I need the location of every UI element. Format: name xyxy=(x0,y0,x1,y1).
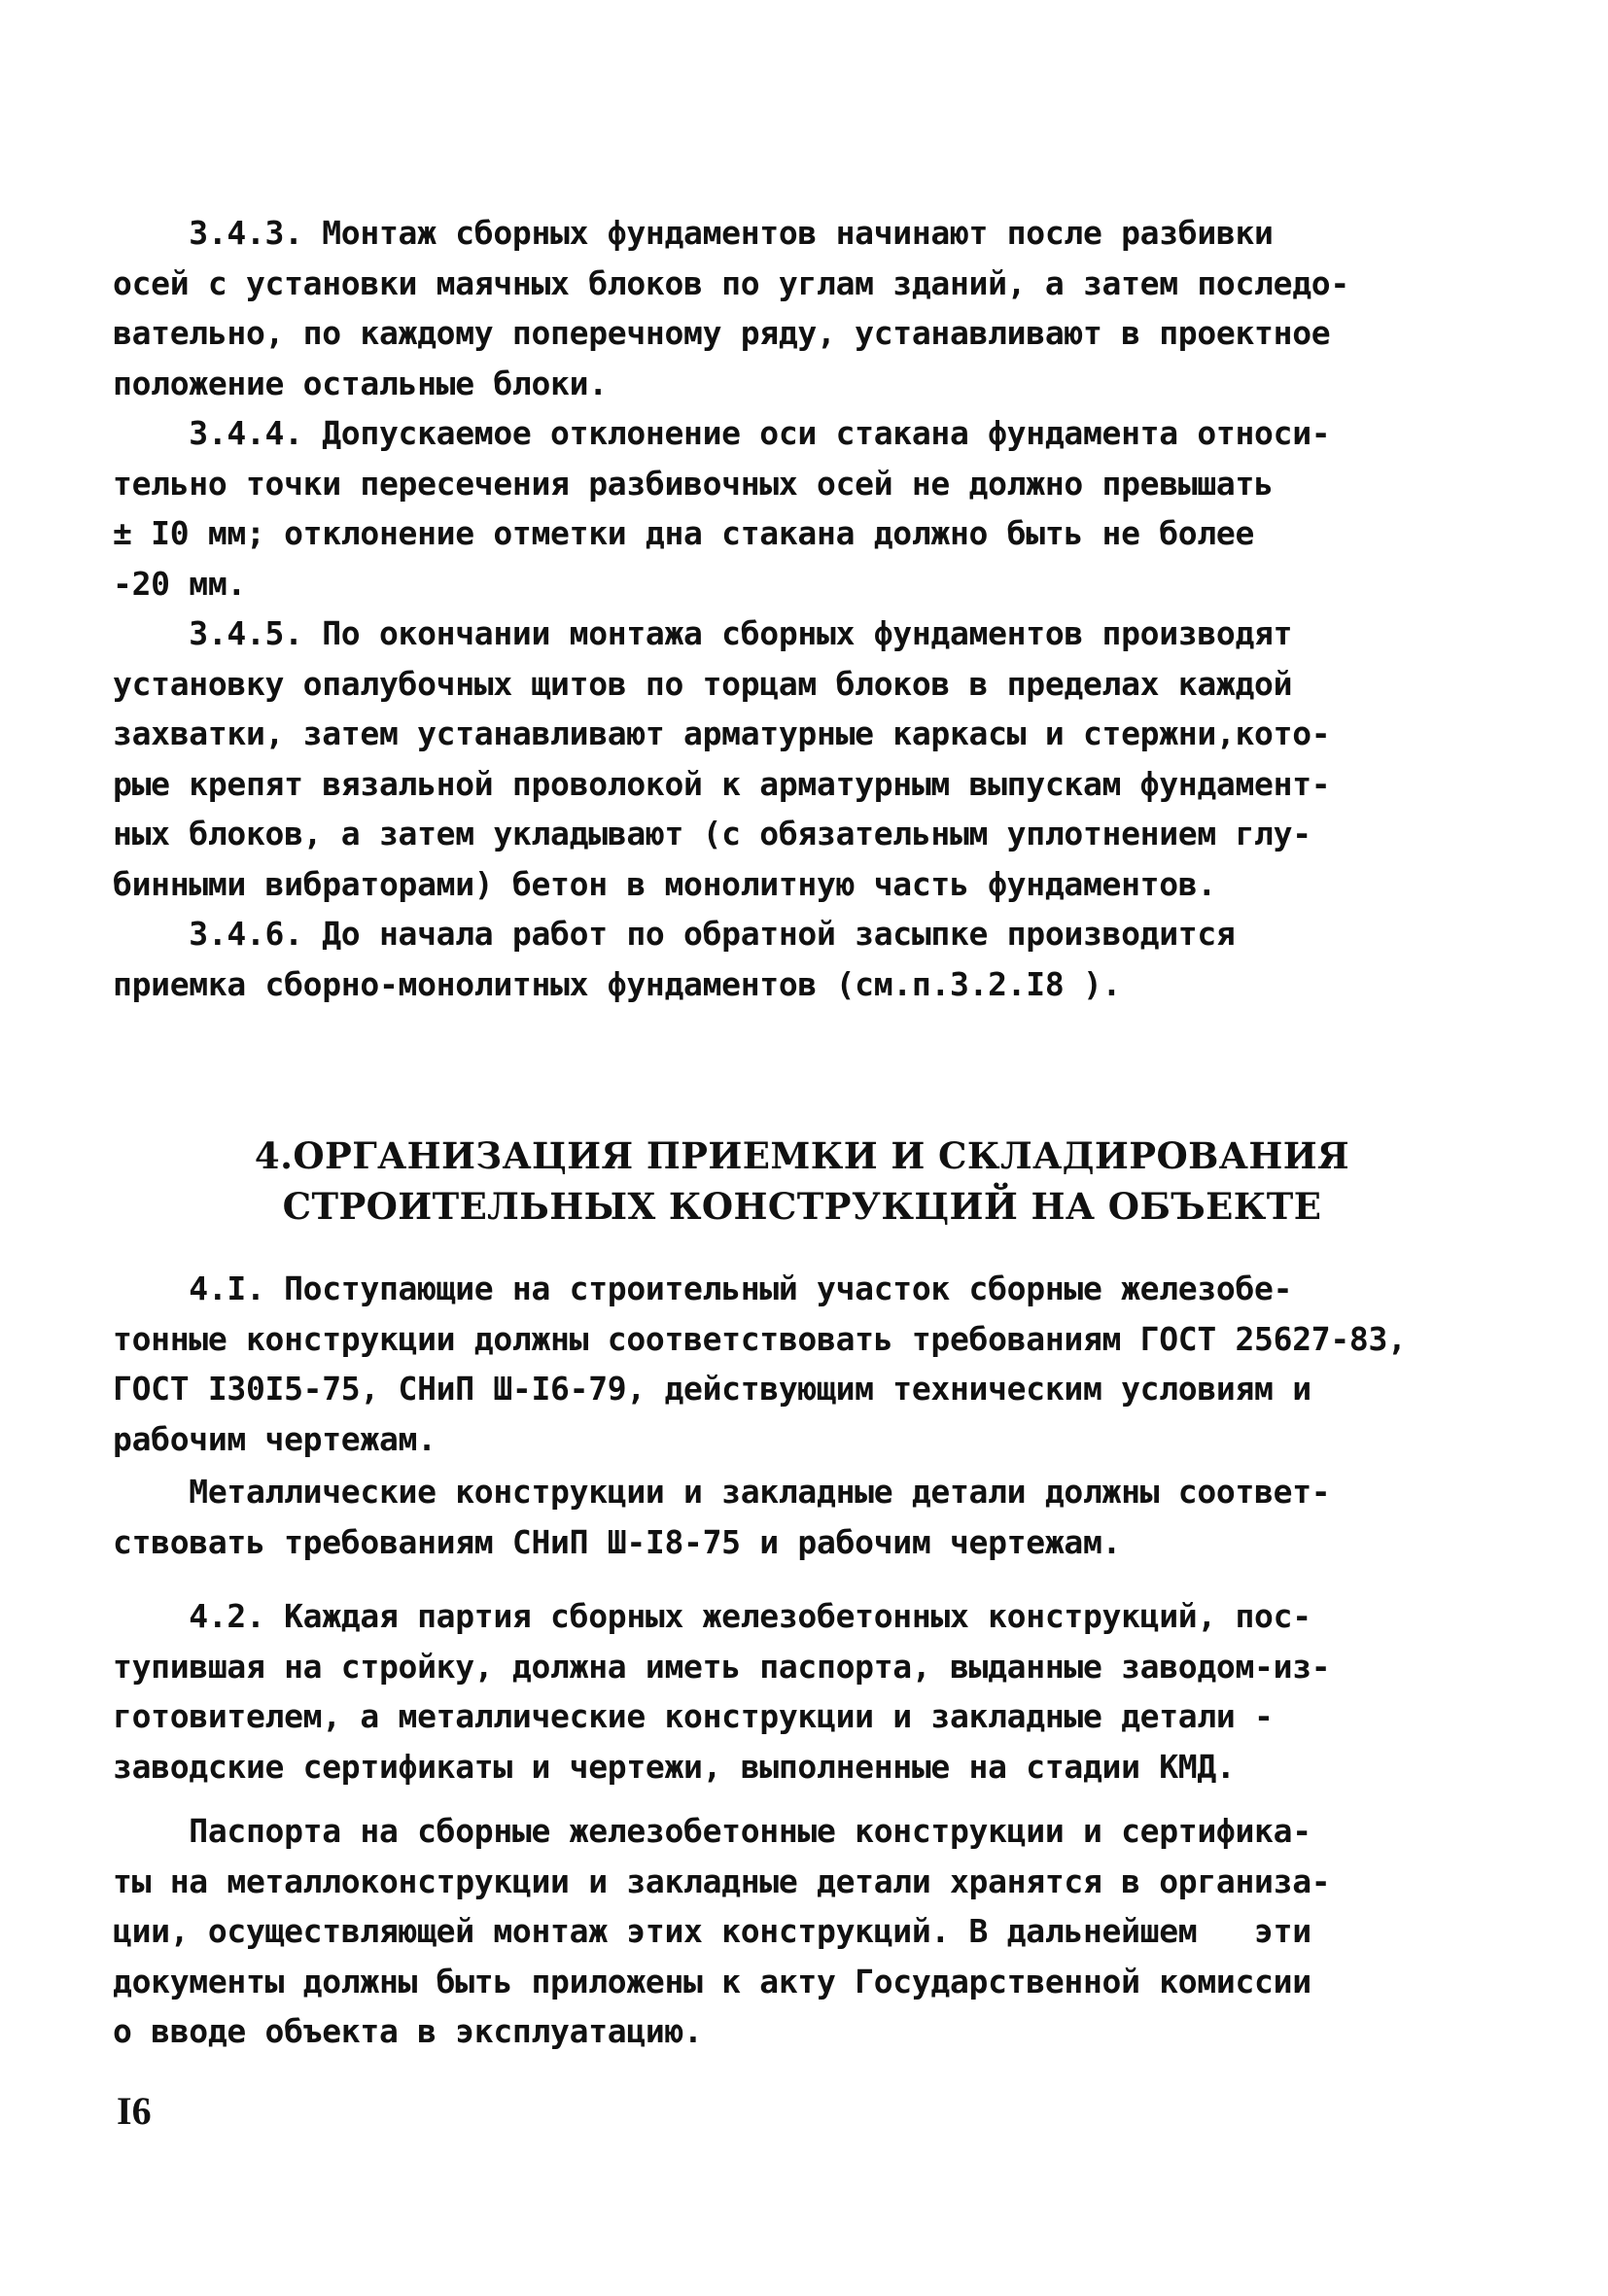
text-line: захватки, затем устанавливают арматурные каркасы и стержни,кото- xyxy=(113,714,1331,752)
text-line: установку опалубочных щитов по торцам блоков в пределах каждой xyxy=(113,664,1293,703)
text-line: 3.4.4. Допускаемое отклонение оси стакана фундамента относи- xyxy=(113,414,1331,452)
text-line: готовителем, а металлические конструкции и закладные детали - xyxy=(113,1697,1274,1735)
paragraph-3-4-6 xyxy=(113,909,1236,1009)
text-line: ствовать требованиям СНиП Ш-I8-75 и рабочим чертежам. xyxy=(113,1522,1122,1561)
text-line: Металлические конструкции и закладные детали должны соответ- xyxy=(113,1473,1331,1511)
heading-line-1: 4.ОРГАНИЗАЦИЯ ПРИЕМКИ И СКЛАДИРОВАНИЯ xyxy=(254,1134,1350,1177)
paragraph-4-2-passports xyxy=(113,1806,1330,2057)
text-line: документы должны быть приложены к акту Государственной комиссии xyxy=(113,1962,1311,2000)
text-line: 4.2. Каждая партия сборных железобетонных конструкций, пос- xyxy=(113,1597,1311,1635)
text-line: ции, осуществляющей монтаж этих конструкций. В дальнейшем эти xyxy=(113,1912,1311,1950)
text-line: 3.4.3. Монтаж сборных фундаментов начинают после разбивки xyxy=(113,214,1274,252)
text-line: рабочим чертежам. xyxy=(113,1419,437,1458)
text-line: о вводе объекта в эксплуатацию. xyxy=(113,2012,703,2050)
text-line: тонные конструкции должны соответствовать требованиям ГОСТ 25627-83, xyxy=(113,1319,1407,1358)
paragraph-4-1 xyxy=(113,1264,1407,1464)
paragraph-4-1-metal xyxy=(113,1467,1330,1567)
text-line: 3.4.6. До начала работ по обратной засыпке производится xyxy=(113,915,1236,953)
text-line: бинными вибраторами) бетон в монолитную часть фундаментов. xyxy=(113,864,1216,903)
text-line: рые крепят вязальной проволокой к арматурным выпускам фундамент- xyxy=(113,764,1331,803)
text-line: тельно точки пересечения разбивочных осей не должно превышать xyxy=(113,464,1274,503)
text-line: вательно, по каждому поперечному ряду, устанавливают в проектное xyxy=(113,314,1331,352)
text-line: ных блоков, а затем укладывают (с обязательным уплотнением глу- xyxy=(113,815,1311,852)
paragraph-4-2 xyxy=(113,1591,1330,1792)
text-line: 4.I. Поступающие на строительный участок сборные железобе- xyxy=(113,1270,1293,1307)
section-heading xyxy=(117,1131,1487,1232)
text-line: осей с установки маячных блоков по углам зданий, а затем последо- xyxy=(113,263,1349,302)
text-line: тупившая на стройку, должна иметь паспорта, выданные заводом-из- xyxy=(113,1647,1331,1686)
page-number: I6 xyxy=(117,2089,152,2133)
paragraph-3-4-3 xyxy=(113,208,1349,408)
text-line: заводские сертификаты и чертежи, выполненные на стадии КМД. xyxy=(113,1747,1236,1786)
paragraph-3-4-5 xyxy=(113,609,1330,909)
text-line: положение остальные блоки. xyxy=(113,364,608,402)
text-line: ГОСТ I30I5-75, СНиП Ш-I6-79, действующим техническим условиям и xyxy=(113,1370,1311,1408)
text-line: -20 мм. xyxy=(113,564,246,603)
heading-line-2: СТРОИТЕЛЬНЫХ КОНСТРУКЦИЙ НА ОБЪЕКТЕ xyxy=(282,1185,1322,1228)
paragraph-3-4-4 xyxy=(113,408,1330,609)
text-line: приемка сборно-монолитных фундаментов (см.п.3.2.I8 ). xyxy=(113,964,1122,1003)
text-line: Паспорта на сборные железобетонные конструкции и сертифика- xyxy=(113,1812,1311,1850)
text-line: ты на металлоконструкции и закладные детали хранятся в организа- xyxy=(113,1861,1331,1900)
text-line: ± I0 мм; отклонение отметки дна стакана должно быть не более xyxy=(113,514,1255,552)
text-line: 3.4.5. По окончании монтажа сборных фундаментов производят xyxy=(113,614,1293,652)
